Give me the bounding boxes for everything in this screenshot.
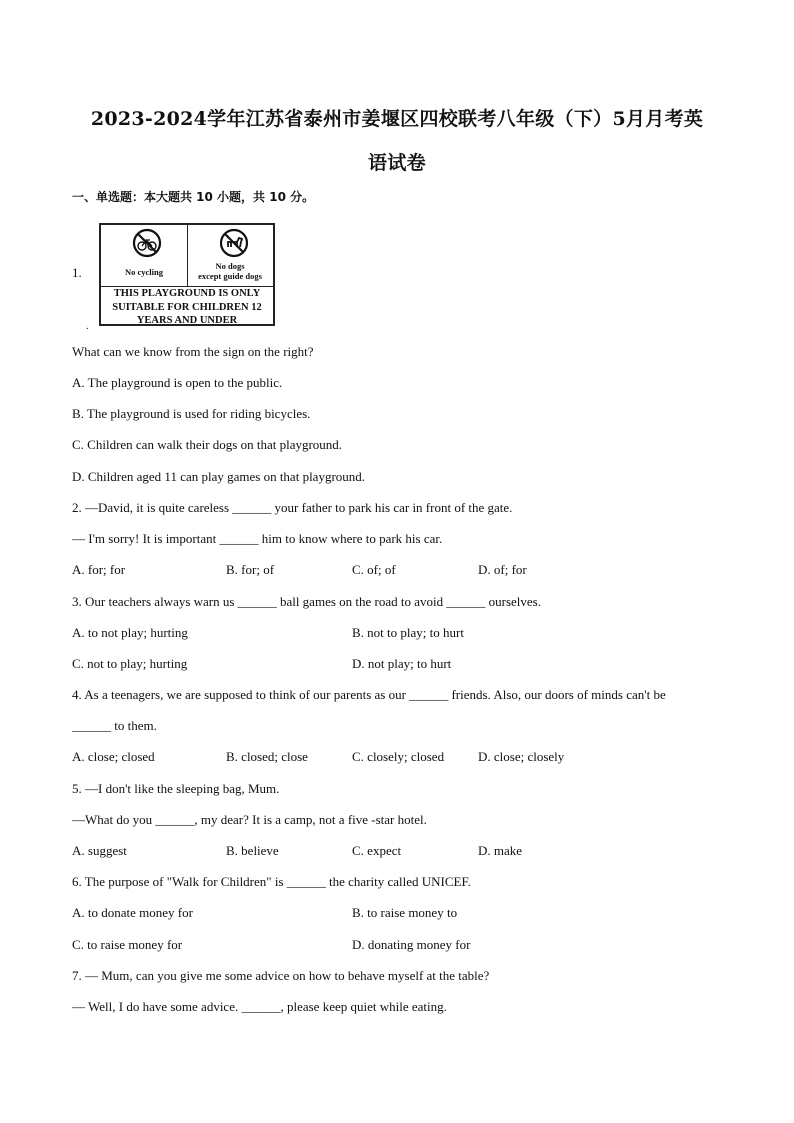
exam-title-line2: 语试卷 bbox=[368, 152, 426, 174]
no-dogs-icon bbox=[219, 228, 249, 258]
q2-option-a: A. for; for bbox=[72, 562, 126, 577]
q3-line1: 3. Our teachers always warn us ______ ball games on the road to avoid ______ ourselves. bbox=[72, 594, 541, 609]
no-dogs-caption: No dogs bbox=[215, 261, 245, 271]
q5-option-a: A. suggest bbox=[72, 843, 127, 858]
exam-title-line1: 2023-2024学年江苏省泰州市姜堰区四校联考八年级（下）5月月考英 bbox=[90, 108, 704, 130]
q1-question: What can we know from the sign on the right? bbox=[72, 344, 314, 359]
q7-line1: 7. — Mum, can you give me some advice on how to behave myself at the table? bbox=[72, 968, 490, 983]
q5-option-c: C. expect bbox=[352, 843, 402, 858]
guide-dogs-caption: except guide dogs bbox=[198, 271, 262, 281]
sign-notice-line3: YEARS AND UNDER bbox=[136, 315, 238, 326]
q4-option-a: A. close; closed bbox=[72, 749, 155, 764]
q5-option-b: B. believe bbox=[226, 843, 279, 858]
q5-option-d: D. make bbox=[478, 843, 523, 858]
q1-option-b: B. The playground is used for riding bicycles. bbox=[72, 406, 311, 421]
q2-line2: — I'm sorry! It is important ______ him to know where to park his car. bbox=[72, 531, 443, 546]
q2-option-b: B. for; of bbox=[226, 562, 275, 577]
q1-option-d: D. Children aged 11 can play games on that playground. bbox=[72, 469, 366, 484]
playground-sign-image bbox=[99, 223, 275, 326]
q1-number: 1. bbox=[72, 265, 82, 280]
no-cycling-icon bbox=[132, 228, 162, 258]
q5-line1: 5. —I don't like the sleeping bag, Mum. bbox=[72, 781, 280, 796]
q6-line1: 6. The purpose of "Walk for Children" is ______ the charity called UNICEF. bbox=[72, 874, 471, 889]
q2-option-d: D. of; for bbox=[478, 562, 527, 577]
q3-option-d: D. not play; to hurt bbox=[352, 656, 452, 671]
sign-notice-line1: THIS PLAYGROUND IS ONLY bbox=[113, 288, 261, 299]
section-heading: 一、单选题：本大题共 10 小题，共 10 分。 bbox=[72, 190, 315, 204]
q3-option-b: B. not to play; to hurt bbox=[352, 625, 464, 640]
q2-line1: 2. —David, it is quite careless ______ your father to park his car in front of the gate. bbox=[72, 500, 513, 515]
sign-notice-line2: SUITABLE FOR CHILDREN 12 bbox=[112, 301, 262, 313]
q3-option-a: A. to not play; hurting bbox=[72, 625, 188, 640]
q4-option-d: D. close; closely bbox=[478, 749, 565, 764]
sign-notice bbox=[101, 287, 273, 328]
q7-line2: — Well, I do have some advice. ______, please keep quiet while eating. bbox=[72, 999, 447, 1014]
image-dot: . bbox=[86, 321, 89, 332]
q6-option-c: C. to raise money for bbox=[72, 937, 183, 952]
q6-option-d: D. donating money for bbox=[352, 937, 471, 952]
no-cycling-caption: No cycling bbox=[124, 267, 163, 277]
q6-option-b: B. to raise money to bbox=[352, 905, 458, 920]
q4-option-b: B. closed; close bbox=[226, 749, 308, 764]
q2-option-c: C. of; of bbox=[352, 562, 396, 577]
q4-option-c: C. closely; closed bbox=[352, 749, 445, 764]
q4-line2: ______ to them. bbox=[72, 718, 157, 733]
q1-option-c: C. Children can walk their dogs on that playground. bbox=[72, 437, 343, 452]
q1-option-a: A. The playground is open to the public. bbox=[72, 375, 283, 390]
q5-line2: —What do you ______, my dear? It is a camp, not a five -star hotel. bbox=[72, 812, 427, 827]
q3-option-c: C. not to play; hurting bbox=[72, 656, 188, 671]
q4-line1: 4. As a teenagers, we are supposed to think of our parents as our ______ friends. Also, our doors of minds can't be bbox=[72, 687, 666, 702]
q6-option-a: A. to donate money for bbox=[72, 905, 193, 920]
